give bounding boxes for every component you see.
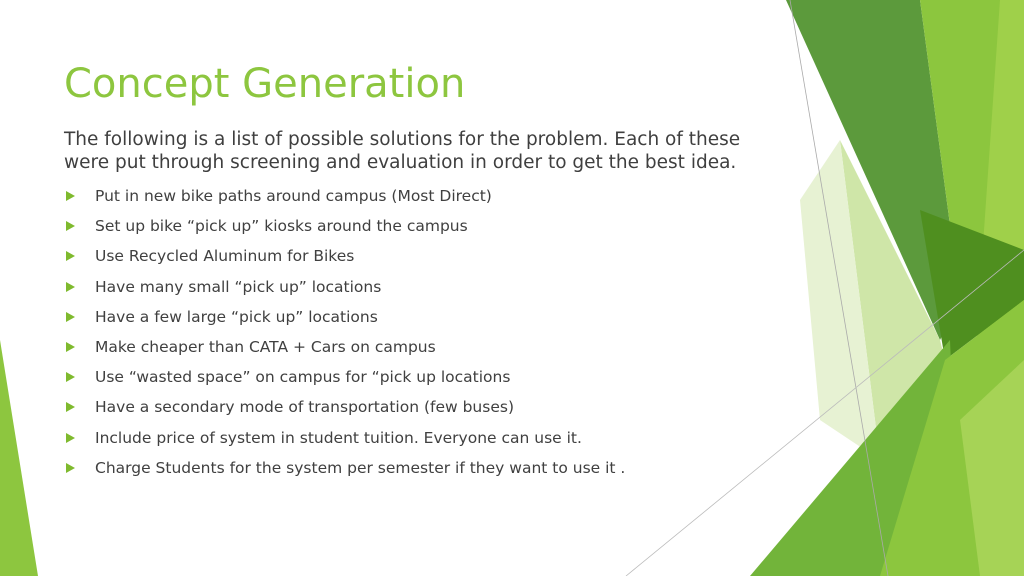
triangle-bullet-icon [66, 342, 75, 352]
bullet-item [64, 392, 625, 422]
triangle-bullet-icon [66, 251, 75, 261]
bullet-text: Put in new bike paths around campus (Most Direct) [95, 187, 492, 206]
triangle-bullet-icon [66, 191, 75, 201]
bullet-text: Have many small “pick up” locations [95, 277, 382, 296]
bullet-text: Set up bike “pick up” kiosks around the campus [95, 217, 468, 236]
bullet-item [64, 423, 625, 453]
left-edge-shape [0, 340, 38, 576]
slide-title: Concept Generation [64, 61, 466, 107]
bullet-text: Have a secondary mode of transportation (few buses) [95, 398, 514, 417]
bullet-item [64, 453, 625, 483]
bullet-item [64, 241, 625, 271]
bullet-text: Use “wasted space” on campus for “pick up locations [95, 368, 511, 387]
bullet-item [64, 302, 625, 332]
triangle-bullet-icon [66, 372, 75, 382]
bullet-text: Use Recycled Aluminum for Bikes [95, 247, 355, 266]
bullet-text: Charge Students for the system per semester if they want to use it . [95, 458, 626, 477]
bullet-item [64, 272, 625, 302]
triangle-bullet-icon [66, 433, 75, 443]
triangle-bullet-icon [66, 463, 75, 473]
triangle-bullet-icon [66, 312, 75, 322]
triangle-bullet-icon [66, 282, 75, 292]
bullet-text: Make cheaper than CATA + Cars on campus [95, 338, 436, 357]
bullet-text: Include price of system in student tuition. Everyone can use it. [95, 428, 582, 447]
triangle-bullet-icon [66, 402, 75, 412]
bullet-item [64, 181, 625, 211]
bullet-text: Have a few large “pick up” locations [95, 307, 378, 326]
bullet-item [64, 211, 625, 241]
bullet-list [64, 181, 625, 483]
bullet-item [64, 362, 625, 392]
bullet-item [64, 332, 625, 362]
intro-paragraph: The following is a list of possible solutions for the problem. Each of these were put through screening and evaluation in order to get the best idea. [64, 129, 741, 173]
triangle-bullet-icon [66, 221, 75, 231]
